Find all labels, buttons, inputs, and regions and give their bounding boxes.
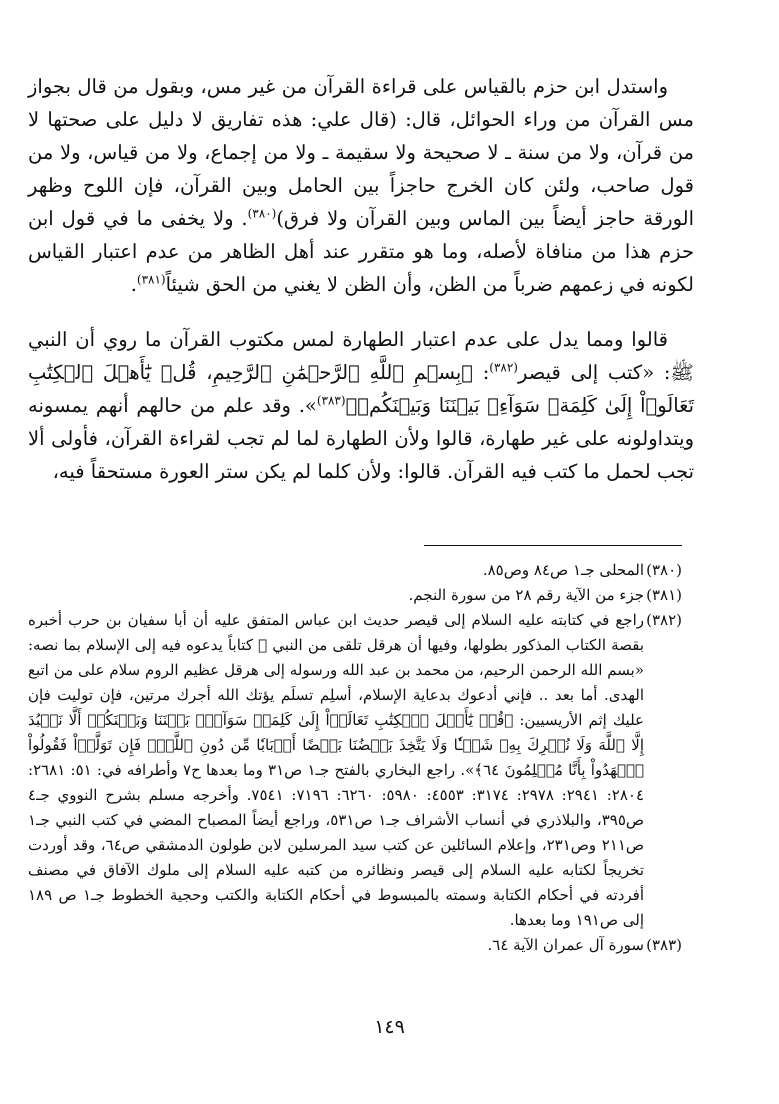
quran-verse: ﴿بِسۡمِ ٱللَّهِ ٱلرَّحۡمَٰنِ ٱلرَّحِيمِ، قُلۡ يَٰٓأَهۡلَ ٱلۡكِتَٰبِ تَعَالَوۡاْ إِلَىٰ كَلِمَةٖ سَوَآءِۭ بَيۡنَنَا وَبَيۡنَكُمۡ﴾ (28, 361, 694, 417)
footnote-ref-383: (٣٨٣) (316, 393, 346, 408)
footnote-ref-380: (٣٨٠) (247, 206, 277, 221)
footnote-text: سورة آل عمران الآية ٦٤. (487, 936, 644, 954)
footnote-text: راجع في كتابته عليه السلام إلى قيصر حديث ابن عباس المتفق عليه أن أبا سفيان بن حرب أخبره بقصة الكتاب المذكور بطولها، وفيها أن هرقل تلقى من النبي ﷺ كتاباً يدعوه فيه إلى الإسلام بما نصه: «بسم الله الرحمن الرحيم، من محمد بن عبد الله ورسوله إلى هرقل عظيم الروم سلام على من اتبع الهدى. أما بعد .. فإني أدعوك بدعاية الإسلام، أسلِم تسلَم يؤتك الله أجرك مرتين، فإن توليت فإن عليك إثم الأريسيين: ﴿قُلۡ يَٰٓأَهۡلَ ٱلۡكِتَٰبِ تَعَالَوۡاْ إِلَىٰ كَلِمَةٖ سَوَآءِۭ بَيۡنَنَا وَبَيۡنَكُمۡ أَلَّا نَعۡبُدَ إِلَّا ٱللَّهَ وَلَا نُشۡرِكَ بِهِۦ شَيۡـٔٗا وَلَا يَتَّخِذَ بَعۡضُنَا بَعۡضًا أَرۡبَابٗا مِّن دُونِ ٱللَّهِۚ فَإِن تَوَلَّوۡاْ فَقُولُواْ ٱشۡهَدُواْ بِأَنَّا مُسۡلِمُونَ ٦٤﴾». راجع البخاري بالفتح جـ١ ص٣١ وما بعدها ح٧ وأطرافه في: ٥١: ٢٦٨١: ٢٨٠٤: ٢٩٤١: ٢٩٧٨: ٣١٧٤: ٤٥٥٣: ٥٩٨٠: ٦٢٦٠: ٧١٩٦: ٧٥٤١. وأخرجه مسلم بشرح النووي جـ٤ ص٣٩٥، والبلاذري في أنساب الأشراف جـ١ ص٥٣١، وراجع أيضاً المصباح المضي في كتب النبي جـ١ ص٢١١ وص٢٣١، وإعلام السائلين عن كتب سيد المرسلين لابن طولون الدمشقي ص٦٤، وقد أوردت تخريجاً لكتابه عليه السلام إلى قيصر ونظائره من كتبه عليه السلام إلى ملوك الآفاق في مصنف أفردته في أحكام الكتابة وسمته بالمبسوط في أحكام الكتابة والكتب وحجية الخطوط جـ١ ص ١٨٩ إلى ص١٩١ وما بعدها. (28, 611, 645, 929)
footnote-text: جزء من الآية رقم ٢٨ من سورة النجم. (408, 586, 644, 604)
footnote-number: (٣٨٠) (646, 561, 682, 579)
footnote-separator (424, 545, 682, 546)
paragraph-letter-to-caesar: قالوا ومما يدل على عدم اعتبار الطهارة لمس مكتوب القرآن ما روي أن النبي ﷺ: «كتب إلى قيصر$^{(٣٨٢)}$: ﴿بِسۡمِ ٱللَّهِ ٱلرَّحۡمَٰنِ ٱلرَّحِيمِ، قُلۡ يَٰٓأَهۡلَ ٱلۡكِتَٰبِ تَعَالَوۡاْ إِلَىٰ كَلِمَةٖ سَوَآءِۭ بَيۡنَنَا وَبَيۡنَكُمۡ﴾$^{(٣٨٣)}$». وقد علم من حالهم أنهم يمسونه ويتداولونه على غير طهارة، قالوا ولأن الطهارة لما لم تجب لقراءة القرآن، فأولى ألا تجب لحمل ما كتب فيه القرآن. قالوا: ولأن كلما لم يكن ستر العورة مستحقاً فيه، (28, 328, 694, 483)
paragraph-ibn-hazm: واستدل ابن حزم بالقياس على قراءة القرآن من غير مس، وبقول من قال بجواز مس القرآن من وراء الحوائل، قال: (قال علي: هذه تفاريق لا دليل على صحتها لا من قرآن، ولا من سنة ـ لا صحيحة ولا سقيمة ـ ولا من إجماع، ولا من قياس، ولا من قول صاحب، ولئن كان الخرج حاجزاً بين الحامل وبين القرآن، فإن اللوح وظهر الورقة حاجز أيضاً بين الماس وبين القرآن ولا فرق)$^{(٣٨٠)}$. ولا يخفى ما في قول ابن حزم هذا من منافاة لأصله، وما هو متقرر عند أهل الظاهر من عدم اعتبار القياس لكونه في زعمهم ضرباً من الظن، وأن الظن لا يغني من الحق شيئاً$^{(٣٨١)}$. (28, 75, 694, 296)
footnote-383 (28, 933, 682, 958)
footnote-number: (٣٨٢) (646, 611, 682, 629)
footnote-ref-382: (٣٨٢) (489, 360, 518, 375)
main-text (28, 70, 694, 488)
footnote-ref-381: (٣٨١) (136, 272, 166, 287)
footnote-380 (28, 558, 682, 583)
footnote-text: المحلى جـ١ ص٨٤ وص٨٥. (482, 561, 644, 579)
page-number: ١٤٩ (374, 1016, 405, 1038)
footnote-number: (٣٨١) (646, 586, 682, 604)
footnotes (28, 558, 682, 958)
footnote-number: (٣٨٣) (646, 936, 682, 954)
footnote-382 (28, 608, 682, 933)
footnote-381 (28, 583, 682, 608)
